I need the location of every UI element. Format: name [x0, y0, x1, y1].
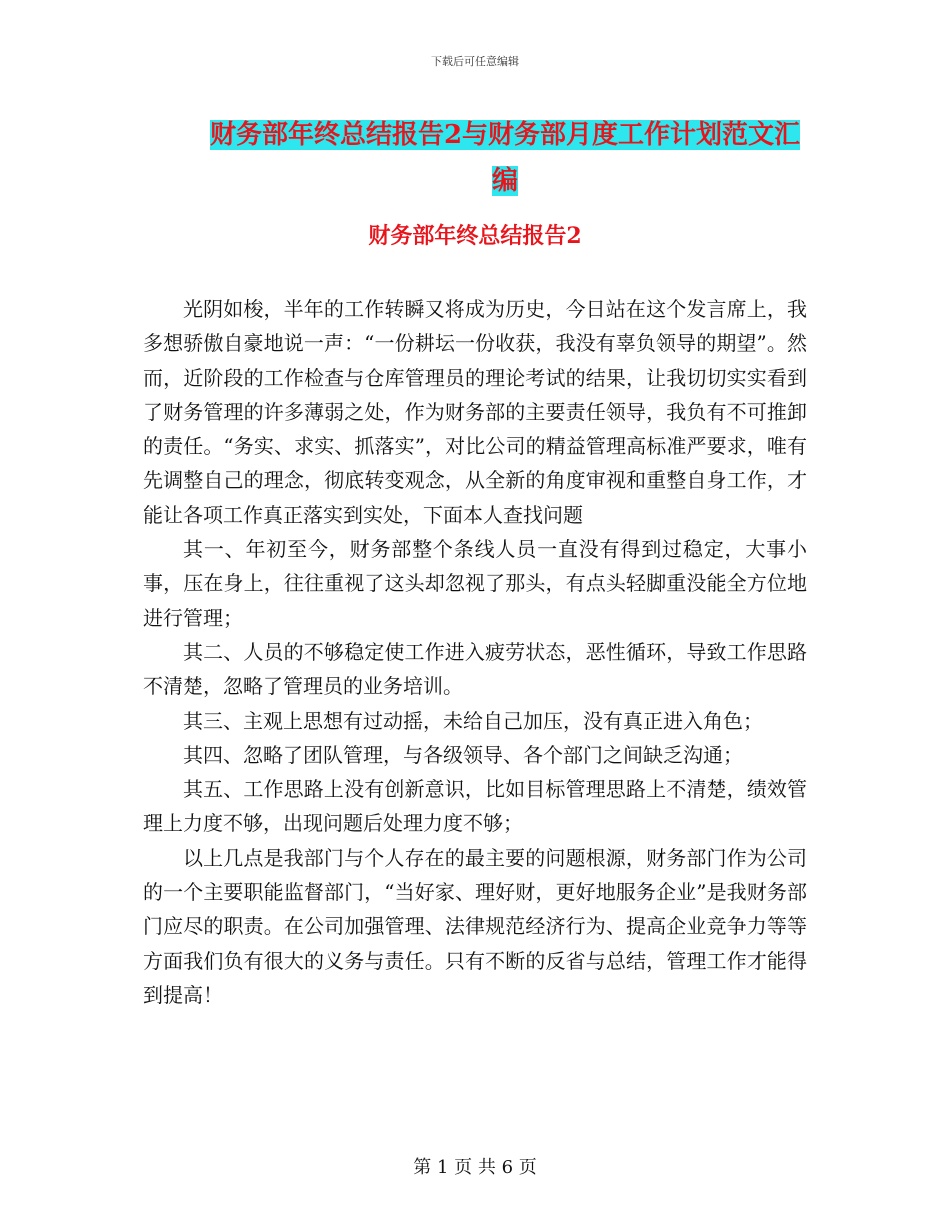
main-title-line1: 财务部年终总结报告2与财务部月度工作计划范文汇	[209, 120, 801, 150]
paragraph-issue-4: 其四、忽略了团队管理，与各级领导、各个部门之间缺乏沟通；	[183, 742, 743, 767]
main-title-line2: 编	[491, 166, 518, 196]
page-number-footer: 第 1 页 共 6 页	[413, 1157, 537, 1178]
paragraph-issue-3: 其三、主观上思想有过动摇，未给自己加压，没有真正进入角色；	[183, 708, 763, 733]
paragraph-conclusion: 以上几点是我部门与个人存在的最主要的问题根源，财务部门作为公司的一个主要职能监督部门，“当好家、理好财，更好地服务企业”是我财务部门应尽的职责。在公司加强管理、法律规范经济行为、提高企业竞争力等等方面我们负有很大的义务与责任。只有不断的反省与总结，管理工作才能得到提高！	[143, 845, 807, 1007]
main-title	[195, 112, 815, 204]
section-title: 财务部年终总结报告2	[368, 223, 582, 249]
paragraph-intro: 光阴如梭，半年的工作转瞬又将成为历史，今日站在这个发言席上，我多想骄傲自豪地说一声：“一份耕坛一份收获，我没有辜负领导的期望”。然而，近阶段的工作检查与仓库管理员的理论考试的结果，让我切切实实看到了财务管理的许多薄弱之处，作为财务部的主要责任领导，我负有不可推卸的责任。“务实、求实、抓落实”，对比公司的精益管理高标准严要求，唯有先调整自己的理念，彻底转变观念，从全新的角度审视和重整自身工作，才能让各项工作真正落实到实处，下面本人查找问题	[143, 297, 807, 527]
body-text	[143, 292, 807, 1012]
paragraph-issue-1: 其一、年初至今，财务部整个条线人员一直没有得到过稳定，大事小事，压在身上，往往重视了这头却忽视了那头，有点头轻脚重没能全方位地进行管理；	[143, 537, 807, 630]
paragraph-issue-5: 其五、工作思路上没有创新意识，比如目标管理思路上不清楚，绩效管理上力度不够，出现问题后处理力度不够；	[143, 777, 807, 836]
header-note: 下载后可任意编辑	[431, 55, 519, 68]
paragraph-issue-2: 其二、人员的不够稳定使工作进入疲劳状态，恶性循环，导致工作思路不清楚，忽略了管理员的业务培训。	[143, 639, 807, 699]
